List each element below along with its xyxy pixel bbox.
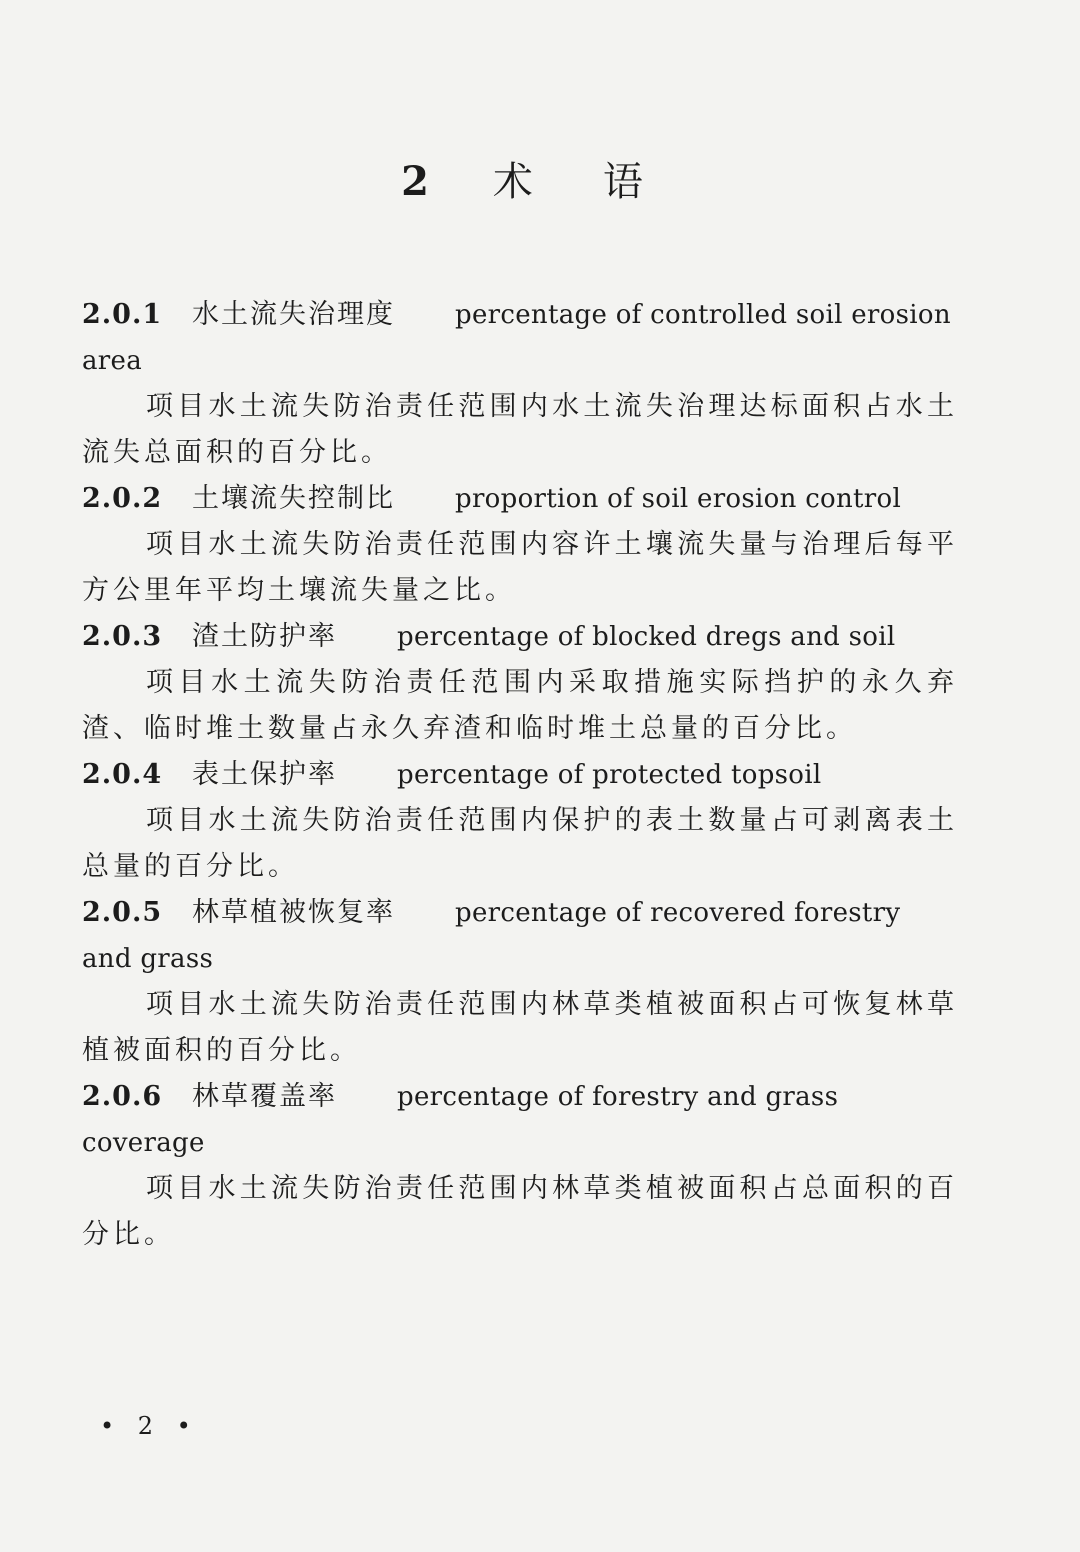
term-entry [82,292,958,476]
term-number: 2.0.1 [82,299,163,330]
term-number: 2.0.6 [82,1081,163,1112]
term-entry [82,890,958,1074]
term-number: 2.0.5 [82,897,163,928]
chapter-title-char: 术 [492,159,535,205]
term-chinese: 表土保护率 [192,759,337,790]
term-heading [82,1074,958,1166]
term-number: 2.0.3 [82,621,163,652]
chapter-title-char: 语 [602,159,645,205]
term-english: percentage of protected topsoil [397,760,822,790]
term-definition: 项目水土流失防治责任范围内林草类植被面积占总面积的百分比。 [82,1173,958,1250]
term-heading [82,890,958,982]
term-entry [82,1074,958,1258]
term-english: percentage of blocked dregs and soil [397,622,896,652]
term-english: percentage of recovered forestry and grass [82,898,901,974]
term-chinese: 水土流失治理度 [192,299,395,330]
chapter-title [0,150,1080,207]
term-chinese: 林草植被恢复率 [192,897,395,928]
term-english: percentage of controlled soil erosion area [82,300,951,376]
term-heading [82,292,958,384]
term-definition: 项目水土流失防治责任范围内采取措施实际挡护的永久弃渣、临时堆土数量占永久弃渣和临时堆土总量的百分比。 [82,667,958,744]
term-english: proportion of soil erosion control [455,484,902,514]
term-heading [82,614,958,660]
term-heading [82,752,958,798]
chapter-number: 2 [401,158,431,205]
term-definition: 项目水土流失防治责任范围内容许土壤流失量与治理后每平方公里年平均土壤流失量之比。 [82,529,958,606]
term-definition: 项目水土流失防治责任范围内保护的表土数量占可剥离表土总量的百分比。 [82,805,958,882]
term-entry [82,476,958,614]
term-definition: 项目水土流失防治责任范围内林草类植被面积占可恢复林草植被面积的百分比。 [82,989,958,1066]
term-chinese: 渣土防护率 [192,621,337,652]
terms-list [82,292,958,1258]
term-english: percentage of forestry and grass coverage [82,1082,839,1158]
term-number: 2.0.2 [82,483,163,514]
term-entry [82,752,958,890]
page-number: • 2 • [100,1412,199,1440]
term-chinese: 林草覆盖率 [192,1081,337,1112]
term-number: 2.0.4 [82,759,163,790]
term-definition: 项目水土流失防治责任范围内水土流失治理达标面积占水土流失总面积的百分比。 [82,391,958,468]
term-chinese: 土壤流失控制比 [192,483,395,514]
term-heading [82,476,958,522]
term-entry [82,614,958,752]
